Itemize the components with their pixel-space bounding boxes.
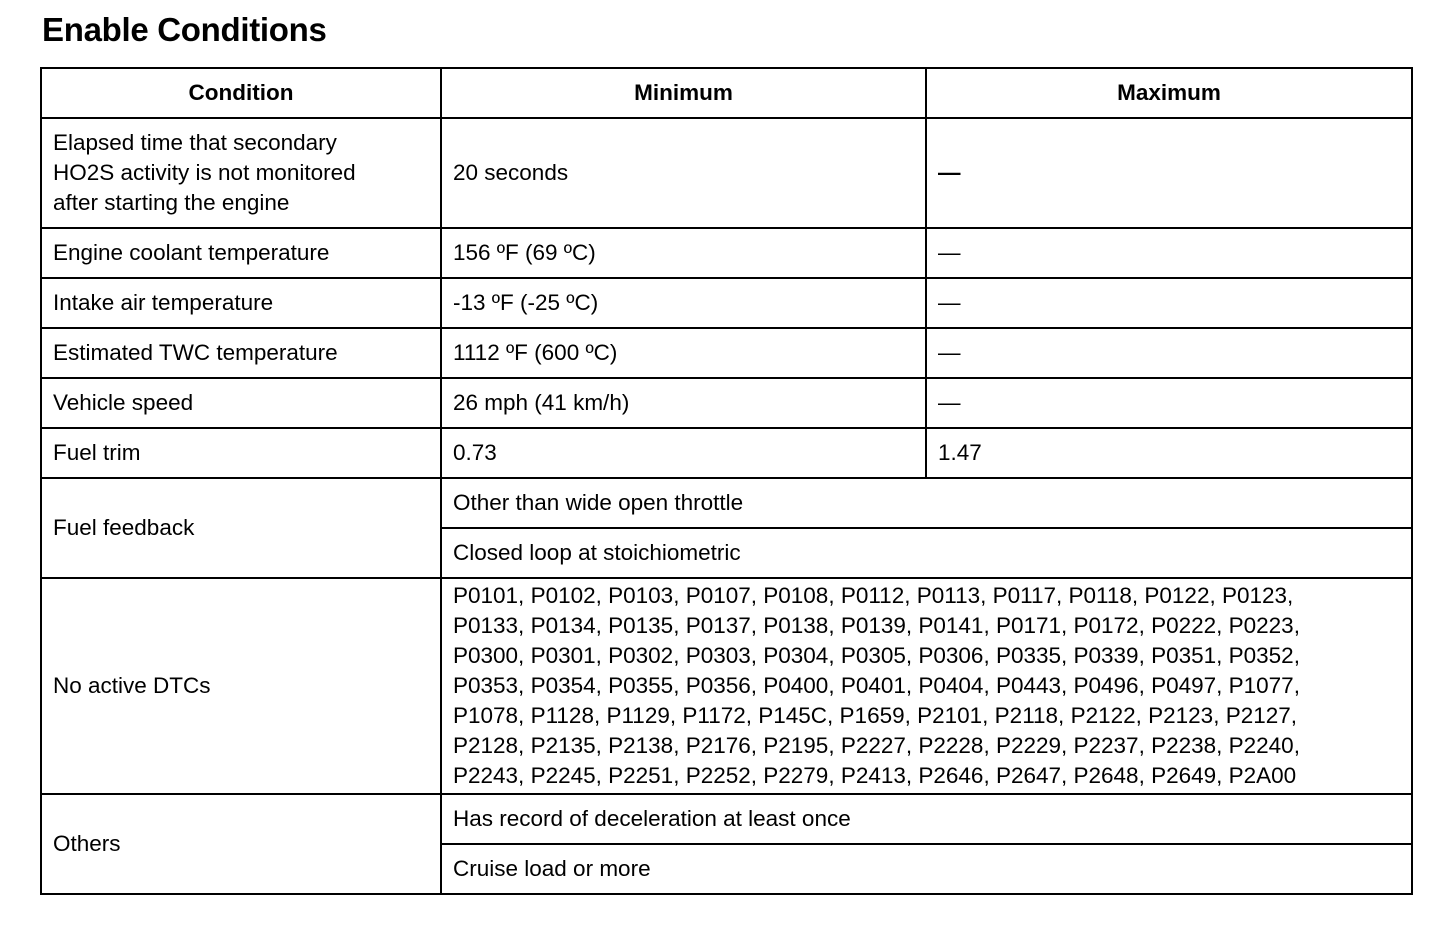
page-title: Enable Conditions	[42, 11, 327, 48]
condition-cell: Intake air temperature	[41, 278, 441, 328]
others-value: Has record of deceleration at least once	[441, 794, 1412, 844]
minimum-cell: 0.73	[441, 428, 926, 478]
condition-cell	[41, 118, 441, 228]
dtc-list-cell	[441, 578, 1412, 794]
table-row-others	[41, 794, 1412, 844]
dtc-line: P0353, P0354, P0355, P0356, P0400, P0401, P0404, P0443, P0496, P0497, P1077,	[453, 673, 1300, 698]
condition-cell: Others	[41, 794, 441, 894]
maximum-value: —	[938, 160, 961, 185]
condition-line: Elapsed time that secondary	[53, 130, 337, 155]
condition-cell: Fuel feedback	[41, 478, 441, 578]
dtc-line: P0133, P0134, P0135, P0137, P0138, P0139, P0141, P0171, P0172, P0222, P0223,	[453, 613, 1300, 638]
minimum-cell: 26 mph (41 km/h)	[441, 378, 926, 428]
dtc-line: P2128, P2135, P2138, P2176, P2195, P2227, P2228, P2229, P2237, P2238, P2240,	[453, 733, 1300, 758]
minimum-cell: 1112 ºF (600 ºC)	[441, 328, 926, 378]
condition-cell: No active DTCs	[41, 578, 441, 794]
dtc-line: P2243, P2245, P2251, P2252, P2279, P2413, P2646, P2647, P2648, P2649, P2A00	[453, 763, 1297, 788]
header-condition: Condition	[41, 68, 441, 118]
condition-cell: Estimated TWC temperature	[41, 328, 441, 378]
maximum-cell: 1.47	[926, 428, 1412, 478]
condition-line: after starting the engine	[53, 190, 290, 215]
table-row	[41, 118, 1412, 228]
maximum-cell: —	[926, 228, 1412, 278]
maximum-cell	[926, 118, 1412, 228]
table-row	[41, 378, 1412, 428]
minimum-cell: 156 ºF (69 ºC)	[441, 228, 926, 278]
header-maximum: Maximum	[926, 68, 1412, 118]
condition-cell: Engine coolant temperature	[41, 228, 441, 278]
others-value: Cruise load or more	[441, 844, 1412, 894]
enable-conditions-table	[40, 67, 1413, 895]
dtc-line: P1078, P1128, P1129, P1172, P145C, P1659, P2101, P2118, P2122, P2123, P2127,	[453, 703, 1298, 728]
header-minimum: Minimum	[441, 68, 926, 118]
fuel-feedback-value: Closed loop at stoichiometric	[441, 528, 1412, 578]
condition-cell: Vehicle speed	[41, 378, 441, 428]
maximum-cell: —	[926, 378, 1412, 428]
minimum-cell: -13 ºF (-25 ºC)	[441, 278, 926, 328]
table-row	[41, 328, 1412, 378]
table-row	[41, 428, 1412, 478]
table-header-row	[41, 68, 1412, 118]
maximum-cell: —	[926, 278, 1412, 328]
dtc-line: P0300, P0301, P0302, P0303, P0304, P0305, P0306, P0335, P0339, P0351, P0352,	[453, 643, 1300, 668]
minimum-cell: 20 seconds	[441, 118, 926, 228]
table-row	[41, 228, 1412, 278]
fuel-feedback-value: Other than wide open throttle	[441, 478, 1412, 528]
condition-cell: Fuel trim	[41, 428, 441, 478]
table-row-dtcs	[41, 578, 1412, 794]
condition-line: HO2S activity is not monitored	[53, 160, 356, 185]
dtc-line: P0101, P0102, P0103, P0107, P0108, P0112, P0113, P0117, P0118, P0122, P0123,	[453, 583, 1294, 608]
maximum-cell: —	[926, 328, 1412, 378]
table-row	[41, 278, 1412, 328]
table-row-fuel-feedback	[41, 478, 1412, 528]
